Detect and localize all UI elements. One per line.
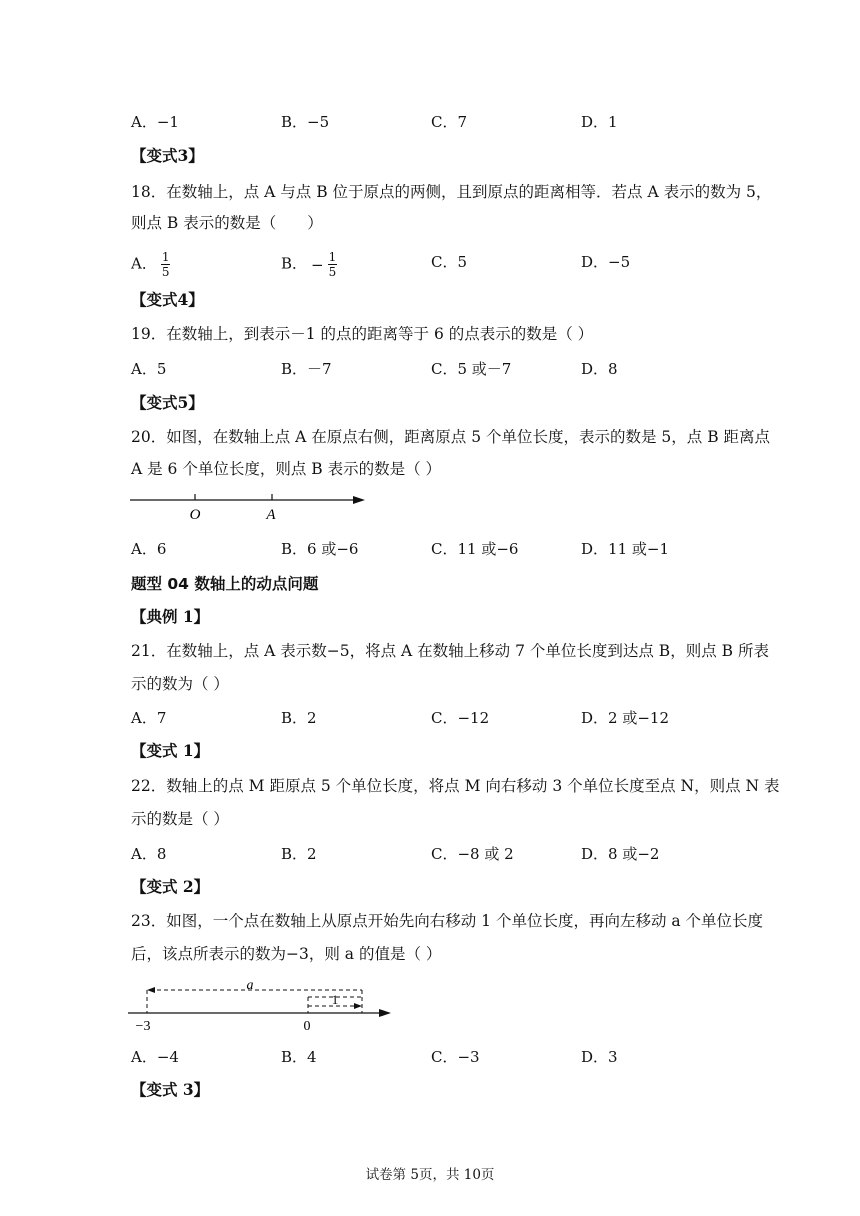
q18-text-line2: 则点 B 表示的数是（ ）	[131, 214, 323, 232]
q18-option-b-numerator: 1	[328, 250, 337, 264]
q20-origin-label: O	[189, 507, 201, 523]
q22-option-a[interactable]: A．8	[131, 845, 167, 863]
q23-zero-label: 0	[303, 1019, 311, 1034]
q17-option-d[interactable]: D．1	[581, 113, 618, 131]
q22-option-d[interactable]: D．8 或−2	[581, 845, 660, 863]
q21-text-line2: 示的数为（ ）	[131, 675, 229, 693]
page-footer: 试卷第 5页，共 10页	[365, 1167, 495, 1183]
q20-number-line-figure	[125, 488, 375, 524]
q20-options	[131, 537, 731, 561]
q18-option-b-denominator: 5	[328, 265, 337, 279]
q18-option-a-denominator: 5	[161, 265, 170, 279]
q18-option-b-sign: −	[311, 255, 324, 274]
q23-distance-a-label: a	[246, 978, 254, 993]
variant-2-tag: 【变式 2】	[131, 877, 210, 896]
q23-number-line-figure	[125, 975, 405, 1035]
q23-option-c[interactable]: C．−3	[431, 1048, 480, 1066]
q23-right-arrow-icon	[354, 1003, 362, 1009]
q20-option-c[interactable]: C．11 或−6	[431, 540, 519, 558]
q18-options	[131, 250, 731, 279]
variant-4-tag: 【变式4】	[131, 290, 204, 309]
q17-option-b[interactable]: B．−5	[281, 113, 330, 131]
q22-option-b[interactable]: B．2	[281, 845, 317, 863]
q19-options	[131, 357, 731, 381]
q17-options	[131, 110, 731, 134]
q19-option-b[interactable]: B．－7	[281, 360, 332, 378]
section-heading: 题型 04 数轴上的动点问题	[131, 575, 319, 593]
q23-option-d[interactable]: D．3	[581, 1048, 618, 1066]
q23-options	[131, 1045, 731, 1069]
q23-text-line1: 23．如图，一个点在数轴上从原点开始先向右移动 1 个单位长度，再向左移动 a 个单位长度	[131, 912, 764, 930]
example-1-tag: 【典例 1】	[131, 607, 210, 626]
q18-text-line1: 18．在数轴上，点 A 与点 B 位于原点的两侧，且到原点的距离相等．若点 A 表示的数为 5，	[131, 183, 772, 201]
q20-text-line1: 20．如图，在数轴上点 A 在原点右侧，距离原点 5 个单位长度，表示的数是 5，点 B 距离点	[131, 428, 771, 446]
q18-option-c[interactable]: C．5	[431, 253, 468, 271]
q19-option-d[interactable]: D．8	[581, 360, 618, 378]
q23-option-a[interactable]: A．−4	[131, 1048, 179, 1066]
q22-text-line1: 22．数轴上的点 M 距原点 5 个单位长度，将点 M 向右移动 3 个单位长度至点 N，则点 N 表	[131, 777, 780, 795]
q23-left-arrow-icon	[147, 987, 155, 993]
q17-option-c[interactable]: C．7	[431, 113, 468, 131]
q19-option-c[interactable]: C．5 或－7	[431, 360, 512, 378]
q21-option-d[interactable]: D．2 或−12	[581, 709, 669, 727]
q18-option-a-label: A．	[131, 254, 157, 273]
q20-option-d[interactable]: D．11 或−1	[581, 540, 669, 558]
q17-option-a[interactable]: A．−1	[131, 113, 179, 131]
q18-option-b[interactable]	[281, 250, 337, 279]
q23-first-step-label: 1	[331, 992, 339, 1007]
q20-option-a[interactable]: A．6	[131, 540, 167, 558]
variant-5-tag: 【变式5】	[131, 393, 204, 412]
q20-text-line2: A 是 6 个单位长度，则点 B 表示的数是（ ）	[131, 460, 442, 478]
q18-option-b-label: B．	[281, 254, 308, 273]
q18-option-b-fraction	[328, 250, 338, 279]
q20-point-a-label: A	[266, 507, 276, 523]
q22-text-line2: 示的数是（ ）	[131, 810, 229, 828]
q20-option-b[interactable]: B．6 或−6	[281, 540, 359, 558]
q23-option-b[interactable]: B．4	[281, 1048, 317, 1066]
q19-option-a[interactable]: A．5	[131, 360, 167, 378]
variant-3-tag-bottom: 【变式 3】	[131, 1080, 210, 1099]
q20-axis-arrow-icon	[353, 496, 365, 504]
q21-options	[131, 706, 731, 730]
variant-1-tag: 【变式 1】	[131, 741, 210, 760]
variant-3-tag: 【变式3】	[131, 146, 204, 165]
q19-text-line1: 19．在数轴上，到表示－1 的点的距离等于 6 的点表示的数是（ ）	[131, 325, 594, 343]
q23-axis-arrow-icon	[379, 1009, 391, 1017]
q21-option-a[interactable]: A．7	[131, 709, 167, 727]
q18-option-d[interactable]: D．−5	[581, 253, 631, 271]
q22-option-c[interactable]: C．−8 或 2	[431, 845, 514, 863]
q22-options	[131, 842, 731, 866]
q21-option-b[interactable]: B．2	[281, 709, 317, 727]
q23-text-line2: 后，该点所表示的数为−3，则 a 的值是（ ）	[131, 945, 442, 963]
q18-option-a-numerator: 1	[161, 250, 170, 264]
q21-option-c[interactable]: C．−12	[431, 709, 490, 727]
q23-minus-three-label: −3	[135, 1019, 151, 1034]
q21-text-line1: 21．在数轴上，点 A 表示数−5，将点 A 在数轴上移动 7 个单位长度到达点 B，则点 B 所表	[131, 642, 769, 660]
q18-option-a[interactable]	[131, 250, 170, 279]
q18-option-a-fraction	[161, 250, 171, 279]
